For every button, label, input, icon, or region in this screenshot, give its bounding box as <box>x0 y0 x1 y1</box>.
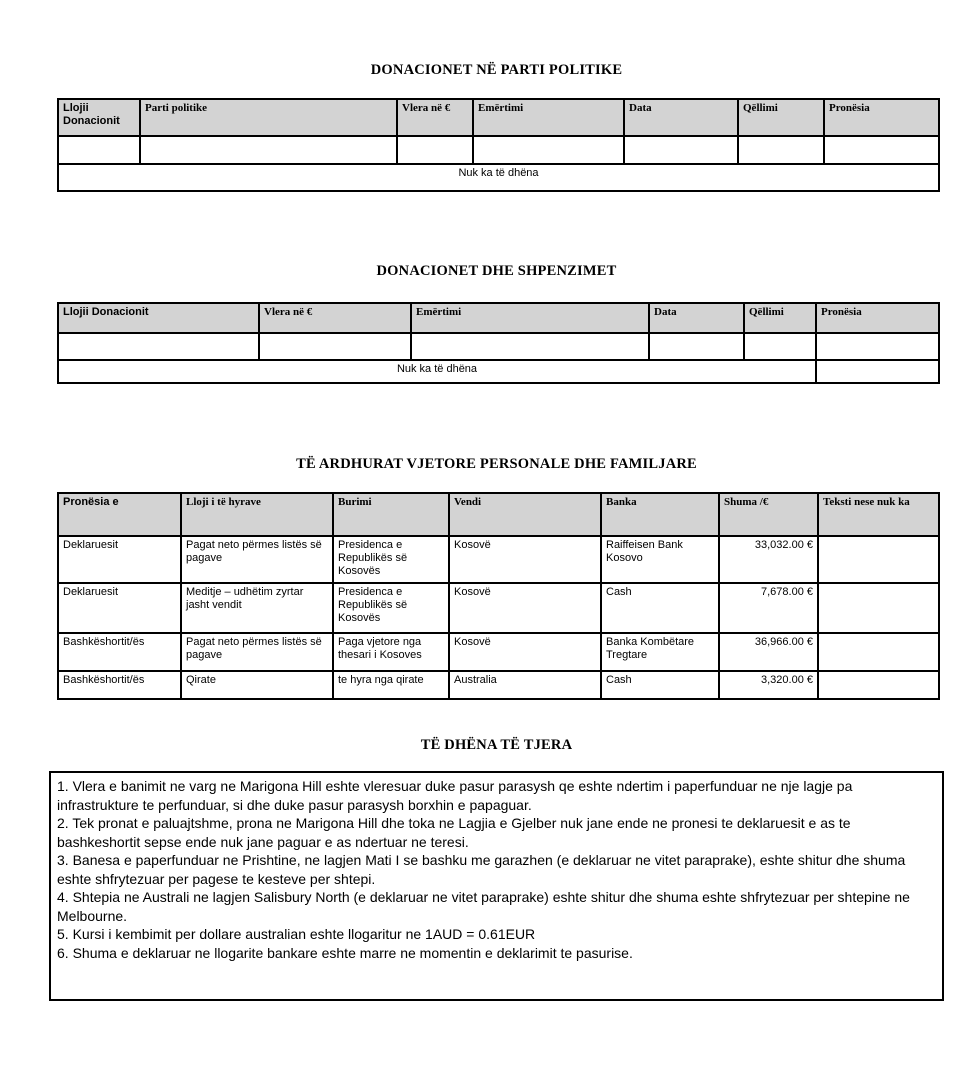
empty-cell <box>473 136 624 164</box>
cell-lloji: Qirate <box>181 671 333 699</box>
column-header-qellimi: Qëllimi <box>738 99 824 136</box>
cell-vendi: Kosovë <box>449 633 601 671</box>
column-header-pronesia: Pronësia e <box>58 493 181 536</box>
cell-banka: Raiffeisen Bank Kosovo <box>601 536 719 583</box>
empty-cell <box>259 333 411 360</box>
cell-banka: Banka Kombëtare Tregtare <box>601 633 719 671</box>
empty-cell <box>58 136 140 164</box>
cell-banka: Cash <box>601 583 719 633</box>
cell-pronesia: Deklaruesit <box>58 536 181 583</box>
cell-lloji: Meditje – udhëtim zyrtar jasht vendit <box>181 583 333 633</box>
column-header-pronesia: Pronësia <box>816 303 939 333</box>
empty-row <box>58 333 939 360</box>
empty-cell <box>649 333 744 360</box>
table-row <box>58 536 939 583</box>
no-data-row <box>58 360 939 383</box>
column-header-emertimi: Emërtimi <box>411 303 649 333</box>
cell-teksti <box>818 536 939 583</box>
other-data-box <box>49 771 944 1001</box>
empty-cell <box>624 136 738 164</box>
column-header-emertimi: Emërtimi <box>473 99 624 136</box>
note-item-2: 2. Tek pronat e paluajtshme, prona ne Marigona Hill dhe toka ne Lagjia e Gjelber nuk jane ende ne pronesi te deklaruesit e as te bashkeshortit sepse ende nuk jane paguar e as ndertuar ne teresi. <box>57 815 851 850</box>
cell-shuma: 36,966.00 € <box>719 633 818 671</box>
empty-cell <box>58 333 259 360</box>
cell-pronesia: Bashkëshortit/ës <box>58 671 181 699</box>
cell-pronesia: Deklaruesit <box>58 583 181 633</box>
column-header-shuma: Shuma /€ <box>719 493 818 536</box>
donations-party-table <box>57 98 940 192</box>
no-data-row <box>58 164 939 191</box>
column-header-lloji-donacionit: Llojii Donacionit <box>58 303 259 333</box>
note-item-1: 1. Vlera e banimit ne varg ne Marigona Hill eshte vleresuar duke pasur parasysh qe eshte ndertim i paperfunduar ne nje lagje pa infrastrukture te perfunduar, si dhe duke pasur parasysh borxhin e papaguar. <box>57 778 853 813</box>
empty-cell <box>738 136 824 164</box>
column-header-lloji-donacionit: Llojii Donacionit <box>58 99 140 136</box>
column-header-data: Data <box>624 99 738 136</box>
cell-vendi: Kosovë <box>449 536 601 583</box>
cell-teksti <box>818 633 939 671</box>
cell-shuma: 7,678.00 € <box>719 583 818 633</box>
header-row <box>58 303 939 333</box>
column-header-parti-politike: Parti politike <box>140 99 397 136</box>
column-header-qellimi: Qëllimi <box>744 303 816 333</box>
column-header-vlera: Vlera në € <box>259 303 411 333</box>
header-row <box>58 493 939 536</box>
table-row <box>58 671 939 699</box>
empty-cell <box>816 360 939 383</box>
section-title-donations-party: DONACIONET NË PARTI POLITIKE <box>370 62 623 78</box>
cell-teksti <box>818 583 939 633</box>
cell-banka: Cash <box>601 671 719 699</box>
empty-cell <box>397 136 473 164</box>
note-item-5: 5. Kursi i kembimit per dollare australian eshte llogaritur ne 1AUD = 0.61EUR <box>57 926 536 942</box>
column-header-lloji-hyrave: Lloji i të hyrave <box>181 493 333 536</box>
table-row <box>58 633 939 671</box>
empty-cell <box>140 136 397 164</box>
section-title-income: TË ARDHURAT VJETORE PERSONALE DHE FAMILJARE <box>296 456 697 472</box>
cell-pronesia: Bashkëshortit/ës <box>58 633 181 671</box>
cell-teksti <box>818 671 939 699</box>
note-item-3: 3. Banesa e paperfunduar ne Prishtine, ne lagjen Mati I se bashku me garazhen (e deklaruar ne vitet paraprake), eshte shitur dhe shuma eshte shfrytezuar per pagese te kesteve per shtepi. <box>57 852 906 887</box>
cell-burimi: te hyra nga qirate <box>333 671 449 699</box>
column-header-vendi: Vendi <box>449 493 601 536</box>
column-header-data: Data <box>649 303 744 333</box>
empty-cell <box>411 333 649 360</box>
donations-expenses-table <box>57 302 940 384</box>
empty-cell <box>824 136 939 164</box>
column-header-pronesia: Pronësia <box>824 99 939 136</box>
empty-row <box>58 136 939 164</box>
cell-vendi: Kosovë <box>449 583 601 633</box>
header-row <box>58 99 939 136</box>
income-table <box>57 492 940 700</box>
cell-vendi: Australia <box>449 671 601 699</box>
note-item-6: 6. Shuma e deklaruar ne llogarite bankare eshte marre ne momentin e deklarimit te pasurise. <box>57 944 633 961</box>
note-item-4: 4. Shtepia ne Australi ne lagjen Salisbury North (e deklaruar ne vitet paraprake) eshte shitur dhe shuma eshte shfrytezuar per shtepine ne Melbourne. <box>57 889 910 924</box>
empty-cell <box>744 333 816 360</box>
section-title-other-data: TË DHËNA TË TJERA <box>420 737 573 753</box>
cell-lloji: Pagat neto përmes listës së pagave <box>181 633 333 671</box>
column-header-vlera: Vlera në € <box>397 99 473 136</box>
table-row <box>58 583 939 633</box>
empty-cell <box>816 333 939 360</box>
column-header-banka: Banka <box>601 493 719 536</box>
no-data-cell: Nuk ka të dhëna <box>58 360 816 383</box>
no-data-cell: Nuk ka të dhëna <box>58 164 939 191</box>
column-header-burimi: Burimi <box>333 493 449 536</box>
cell-lloji: Pagat neto përmes listës së pagave <box>181 536 333 583</box>
cell-burimi: Presidenca e Republikës së Kosovës <box>333 583 449 633</box>
cell-shuma: 3,320.00 € <box>719 671 818 699</box>
section-title-donations-expenses: DONACIONET DHE SHPENZIMET <box>376 263 617 279</box>
column-header-teksti: Teksti nese nuk ka <box>818 493 939 536</box>
cell-burimi: Paga vjetore nga thesari i Kosoves <box>333 633 449 671</box>
cell-shuma: 33,032.00 € <box>719 536 818 583</box>
cell-burimi: Presidenca e Republikës së Kosovës <box>333 536 449 583</box>
